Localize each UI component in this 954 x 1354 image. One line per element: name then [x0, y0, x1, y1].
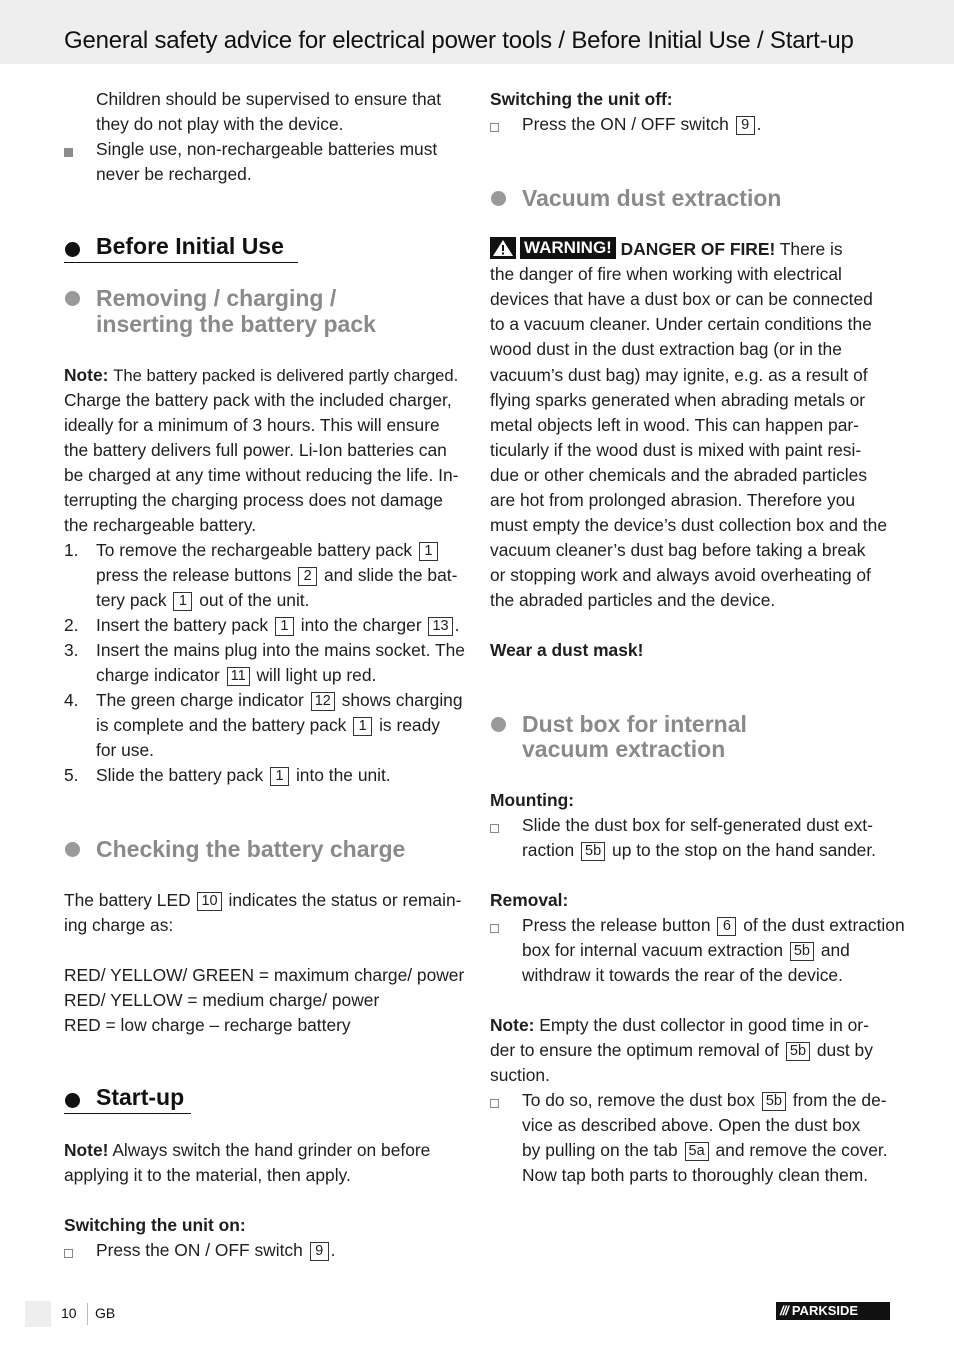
part-number-box: 5b	[790, 942, 814, 961]
open-square-bullet-icon	[490, 123, 499, 132]
section-dot-icon	[65, 291, 80, 306]
note-line: Note: The battery packed is delivered partly charged.	[64, 365, 459, 385]
warning-line: due or other chemicals and the abraded particles	[490, 465, 868, 485]
step-number: 5.	[64, 765, 79, 785]
removal-line: Press the release button 6 of the dust extraction	[522, 915, 905, 935]
warning-line: the abraded particles and the device.	[490, 590, 776, 610]
warning-label: WARNING!	[520, 237, 616, 259]
step-line: press the release buttons 2 and slide the bat-	[96, 565, 458, 585]
warning-line: to a vacuum cleaner. Under certain conditions the	[490, 314, 872, 334]
part-number-box: 13	[428, 617, 452, 636]
part-number-box: 9	[736, 116, 755, 135]
section-dot-icon	[65, 1093, 80, 1108]
removal-line: box for internal vacuum extraction 5b and	[522, 940, 850, 960]
note-line: terrupting the charging process does not damage	[64, 490, 443, 510]
switch-off-label: Switching the unit off:	[490, 89, 673, 109]
warning-line: flying sparks generated when abrading metals or	[490, 390, 866, 410]
mounting-line: Slide the dust box for self-generated dust ext-	[522, 815, 873, 835]
heading-underline	[64, 262, 298, 263]
heading-removing: Removing / charging /	[96, 285, 337, 311]
heading-before-initial-use: Before Initial Use	[96, 233, 284, 259]
part-number-box: 5b	[786, 1042, 810, 1061]
step-line: is complete and the battery pack 1 is ready	[96, 715, 440, 735]
cleaning-line: To do so, remove the dust box 5b from the de-	[522, 1090, 887, 1110]
step-line: Slide the battery pack 1 into the unit.	[96, 765, 391, 785]
note-line: ideally for a minimum of 3 hours. This will ensure	[64, 415, 440, 435]
page-title: General safety advice for electrical power tools / Before Initial Use / Start-up	[64, 27, 854, 54]
step-line: Insert the battery pack 1 into the charger 13 .	[96, 615, 460, 635]
warning-line: WARNING! DANGER OF FIRE! There is	[490, 237, 843, 262]
part-number-box: 5b	[762, 1092, 786, 1111]
part-number-box: 2	[298, 567, 317, 586]
heading-removing: inserting the battery pack	[96, 311, 376, 337]
page-header	[0, 0, 954, 64]
heading-underline	[64, 1113, 191, 1114]
language-code: GB	[95, 1305, 116, 1321]
step-line: charge indicator 11 will light up red.	[96, 665, 377, 685]
part-number-box: 10	[197, 892, 221, 911]
footer-divider	[87, 1303, 88, 1325]
section-dot-icon	[491, 191, 506, 206]
dust-mask-notice: Wear a dust mask!	[490, 640, 644, 660]
open-square-bullet-icon	[490, 1099, 499, 1108]
section-dot-icon	[491, 717, 506, 732]
check-line: ing charge as:	[64, 915, 174, 935]
part-number-box: 9	[310, 1242, 329, 1261]
step-line: The green charge indicator 12 shows charging	[96, 690, 463, 710]
cleaning-line: Now tap both parts to thoroughly clean them.	[522, 1165, 869, 1185]
warning-line: ticularly if the wood dust is mixed with paint resi-	[490, 440, 862, 460]
part-number-box: 11	[227, 667, 250, 686]
section-dot-icon	[65, 242, 80, 257]
note-line: suction.	[490, 1065, 550, 1085]
note-line: Charge the battery pack with the included charger,	[64, 390, 452, 410]
step-number: 3.	[64, 640, 79, 660]
note-line: Note: Empty the dust collector in good time in or-	[490, 1015, 869, 1035]
warning-line: are hot from prolonged abrasion. Therefore you	[490, 490, 856, 510]
parkside-logo	[776, 1302, 890, 1320]
cleaning-line: vice as described above. Open the dust box	[522, 1115, 861, 1135]
bullet-line: Single use, non-rechargeable batteries must	[96, 139, 438, 159]
warning-line: wood dust in the dust extraction bag (or in the	[490, 339, 842, 359]
step-line: Insert the mains plug into the mains socket. The	[96, 640, 465, 660]
part-number-box: 12	[311, 692, 335, 711]
step-line: To remove the rechargeable battery pack 1	[96, 538, 440, 563]
note-line: be charged at any time without reducing the life. In-	[64, 465, 459, 485]
bullet-line: never be recharged.	[96, 164, 252, 184]
part-number-box: 5b	[581, 842, 605, 861]
switch-on-label: Switching the unit on:	[64, 1215, 246, 1235]
warning-line: vacuum cleaner’s dust bag before taking a break	[490, 540, 866, 560]
removal-label: Removal:	[490, 890, 569, 910]
part-number-box: 5a	[685, 1142, 709, 1161]
part-number-box: 1	[353, 717, 372, 736]
part-number-box: 1	[275, 617, 294, 636]
intro-line: they do not play with the device.	[96, 114, 344, 134]
part-number-box: 1	[419, 542, 438, 561]
heading-dust-box: Dust box for internal	[522, 711, 747, 737]
footer-marker	[25, 1301, 51, 1327]
warning-triangle-icon	[490, 237, 516, 259]
cleaning-line: by pulling on the tab 5a and remove the cover.	[522, 1140, 888, 1160]
check-line: RED = low charge – recharge battery	[64, 1015, 351, 1035]
heading-vacuum-dust-extraction: Vacuum dust extraction	[522, 185, 782, 211]
brand-name: PARKSIDE	[791, 1303, 859, 1318]
step-number: 2.	[64, 615, 79, 635]
step-number: 1.	[64, 540, 79, 560]
startup-note-line: applying it to the material, then apply.	[64, 1165, 351, 1185]
section-dot-icon	[65, 842, 80, 857]
filled-square-bullet-icon	[64, 148, 73, 157]
step-line: for use.	[96, 740, 154, 760]
check-line: RED/ YELLOW/ GREEN = maximum charge/ power	[64, 965, 465, 985]
warning-line: or stopping work and always avoid overheating of	[490, 565, 871, 585]
warning-line: metal objects left in wood. This can happen par-	[490, 415, 859, 435]
note-label: Note:	[64, 365, 109, 385]
danger-label: DANGER OF FIRE!	[620, 239, 776, 259]
mounting-line: raction 5b up to the stop on the hand sander.	[522, 840, 876, 860]
note-line: the battery delivers full power. Li-Ion batteries can	[64, 440, 447, 460]
warning-line: must empty the device’s dust collection box and the	[490, 515, 887, 535]
removal-line: withdraw it towards the rear of the device.	[522, 965, 843, 985]
check-line: RED/ YELLOW = medium charge/ power	[64, 990, 380, 1010]
heading-checking-battery: Checking the battery charge	[96, 836, 406, 862]
brand-mark: ///	[780, 1303, 788, 1318]
switch-on-line: Press the ON / OFF switch 9 .	[96, 1240, 336, 1260]
note-line: der to ensure the optimum removal of 5b dust by	[490, 1040, 873, 1060]
heading-dust-box: vacuum extraction	[522, 736, 726, 762]
part-number-box: 1	[173, 592, 192, 611]
mounting-label: Mounting:	[490, 790, 575, 810]
note-line: the rechargeable battery.	[64, 515, 257, 535]
open-square-bullet-icon	[64, 1249, 73, 1258]
warning-line: vacuum’s dust bag) may ignite, e.g. as a result of	[490, 365, 868, 385]
open-square-bullet-icon	[490, 824, 499, 833]
part-number-box: 6	[717, 917, 736, 936]
page-number: 10	[61, 1305, 77, 1321]
warning-line: the danger of fire when working with electrical	[490, 264, 842, 284]
step-number: 4.	[64, 690, 79, 710]
intro-line: Children should be supervised to ensure that	[96, 89, 442, 109]
heading-start-up: Start-up	[96, 1084, 185, 1110]
step-line: tery pack 1 out of the unit.	[96, 590, 310, 610]
part-number-box: 1	[270, 767, 289, 786]
open-square-bullet-icon	[490, 924, 499, 933]
check-line: The battery LED 10 indicates the status or remain-	[64, 890, 462, 910]
warning-line: devices that have a dust box or can be connected	[490, 289, 873, 309]
switch-off-line: Press the ON / OFF switch 9 .	[522, 114, 762, 134]
startup-note-line: Note! Always switch the hand grinder on before	[64, 1140, 431, 1160]
